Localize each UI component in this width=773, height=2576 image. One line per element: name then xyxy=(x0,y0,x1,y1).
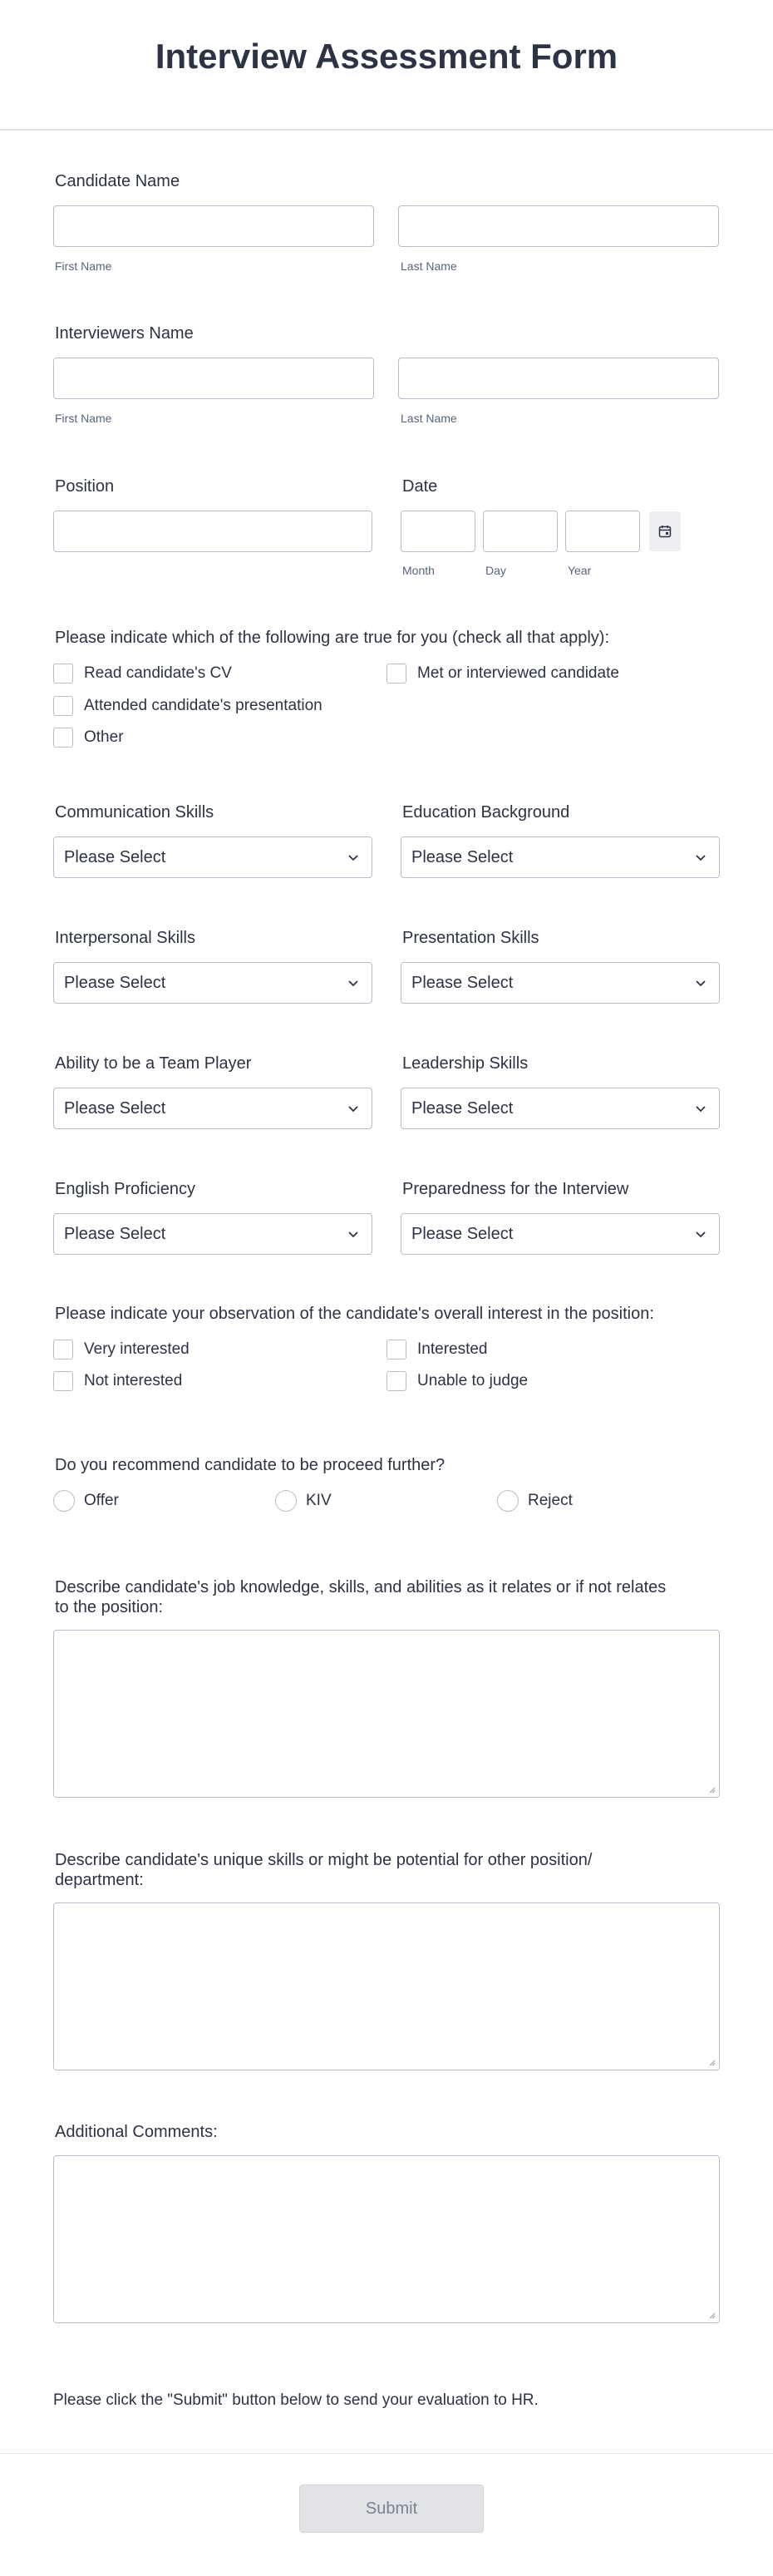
checkbox-interested[interactable] xyxy=(386,1340,406,1360)
submit-button[interactable]: Submit xyxy=(299,2485,484,2533)
interviewers-name-label: Interviewers Name xyxy=(55,324,194,343)
interviewer-last-name-input[interactable] xyxy=(398,358,719,399)
resize-handle-icon[interactable] xyxy=(707,2311,716,2319)
radio-kiv[interactable] xyxy=(275,1490,297,1512)
communication-skills-label: Communication Skills xyxy=(55,803,214,822)
preparedness-select-value: Please Select xyxy=(411,1224,514,1243)
chevron-down-icon xyxy=(347,976,360,989)
checkbox-other[interactable] xyxy=(53,728,73,748)
chevron-down-icon xyxy=(694,851,707,864)
checkbox-met-interviewed[interactable] xyxy=(386,664,406,683)
option-interested-label: Interested xyxy=(417,1340,488,1358)
footer-divider xyxy=(0,2453,773,2454)
interpersonal-skills-select-value: Please Select xyxy=(64,973,166,992)
option-attended-presentation-label: Attended candidate's presentation xyxy=(84,697,322,714)
option-unable-to-judge-label: Unable to judge xyxy=(417,1372,529,1389)
option-very-interested-label: Very interested xyxy=(84,1340,190,1358)
checklist-label: Please indicate which of the following are true for you (check all that apply): xyxy=(55,629,610,647)
presentation-skills-select[interactable] xyxy=(401,962,720,1004)
describe-job-label-line2: to the position: xyxy=(55,1598,164,1616)
describe-job-textarea[interactable] xyxy=(53,1630,720,1798)
team-player-select[interactable] xyxy=(53,1088,372,1129)
interest-label: Please indicate your observation of the candidate's overall interest in the position: xyxy=(55,1305,654,1323)
date-year-input[interactable] xyxy=(565,511,640,552)
recommend-label: Do you recommend candidate to be proceed further? xyxy=(55,1456,446,1474)
leadership-skills-label: Leadership Skills xyxy=(402,1054,529,1073)
date-year-sublabel: Year xyxy=(568,564,592,577)
calendar-icon xyxy=(658,525,672,538)
submit-instruction-text: Please click the "Submit" button below to send your evaluation to HR. xyxy=(53,2391,539,2409)
describe-unique-textarea[interactable] xyxy=(53,1902,720,2070)
date-day-sublabel: Day xyxy=(485,564,506,577)
additional-comments-textarea[interactable] xyxy=(53,2155,720,2323)
interviewer-first-name-input[interactable] xyxy=(53,358,374,399)
describe-job-label-line1: Describe candidate's job knowledge, skills, and abilities as it relates or if not relates xyxy=(55,1578,667,1596)
checkbox-read-cv[interactable] xyxy=(53,664,73,683)
date-day-input[interactable] xyxy=(483,511,558,552)
describe-unique-label-line1: Describe candidate's unique skills or might be potential for other position/ xyxy=(55,1851,593,1869)
chevron-down-icon xyxy=(347,1227,360,1241)
option-other-label: Other xyxy=(84,728,124,746)
communication-skills-select[interactable] xyxy=(53,836,372,878)
chevron-down-icon xyxy=(347,1102,360,1115)
candidate-first-name-sublabel: First Name xyxy=(55,259,112,273)
preparedness-label: Preparedness for the Interview xyxy=(402,1180,629,1198)
english-proficiency-select[interactable] xyxy=(53,1213,372,1255)
additional-comments-label: Additional Comments: xyxy=(55,2123,218,2141)
radio-kiv-label: KIV xyxy=(306,1492,332,1509)
education-background-select[interactable] xyxy=(401,836,720,878)
interpersonal-skills-label: Interpersonal Skills xyxy=(55,929,195,947)
option-read-cv-label: Read candidate's CV xyxy=(84,664,232,682)
chevron-down-icon xyxy=(694,1102,707,1115)
option-met-interviewed-label: Met or interviewed candidate xyxy=(417,664,619,682)
checkbox-unable-to-judge[interactable] xyxy=(386,1371,406,1391)
checkbox-attended-presentation[interactable] xyxy=(53,696,73,716)
education-background-select-value: Please Select xyxy=(411,847,514,866)
radio-reject[interactable] xyxy=(497,1490,519,1512)
chevron-down-icon xyxy=(694,1227,707,1241)
candidate-last-name-sublabel: Last Name xyxy=(401,259,457,273)
position-label: Position xyxy=(55,477,115,496)
checkbox-very-interested[interactable] xyxy=(53,1340,73,1360)
candidate-first-name-input[interactable] xyxy=(53,205,374,247)
education-background-label: Education Background xyxy=(402,803,570,822)
communication-skills-select-value: Please Select xyxy=(64,847,166,866)
interviewer-last-name-sublabel: Last Name xyxy=(401,412,457,425)
chevron-down-icon xyxy=(694,976,707,989)
radio-offer-label: Offer xyxy=(84,1492,119,1509)
english-proficiency-label: English Proficiency xyxy=(55,1180,195,1198)
resize-handle-icon[interactable] xyxy=(707,1785,716,1794)
form-title: Interview Assessment Form xyxy=(155,37,618,76)
radio-offer[interactable] xyxy=(53,1490,75,1512)
resize-handle-icon[interactable] xyxy=(707,2058,716,2066)
candidate-name-label: Candidate Name xyxy=(55,172,180,190)
presentation-skills-select-value: Please Select xyxy=(411,973,514,992)
team-player-label: Ability to be a Team Player xyxy=(55,1054,252,1073)
preparedness-select[interactable] xyxy=(401,1213,720,1255)
date-label: Date xyxy=(402,477,438,496)
presentation-skills-label: Presentation Skills xyxy=(402,929,539,947)
english-proficiency-select-value: Please Select xyxy=(64,1224,166,1243)
interviewer-first-name-sublabel: First Name xyxy=(55,412,112,425)
chevron-down-icon xyxy=(347,851,360,864)
calendar-button[interactable] xyxy=(649,511,681,551)
date-month-sublabel: Month xyxy=(402,564,435,577)
describe-unique-label-line2: department: xyxy=(55,1871,144,1889)
radio-reject-label: Reject xyxy=(528,1492,573,1509)
candidate-last-name-input[interactable] xyxy=(398,205,719,247)
position-input[interactable] xyxy=(53,511,372,552)
team-player-select-value: Please Select xyxy=(64,1098,166,1118)
leadership-skills-select[interactable] xyxy=(401,1088,720,1129)
header-divider xyxy=(0,129,773,131)
option-not-interested-label: Not interested xyxy=(84,1372,183,1389)
checkbox-not-interested[interactable] xyxy=(53,1371,73,1391)
date-month-input[interactable] xyxy=(401,511,475,552)
interpersonal-skills-select[interactable] xyxy=(53,962,372,1004)
leadership-skills-select-value: Please Select xyxy=(411,1098,514,1118)
